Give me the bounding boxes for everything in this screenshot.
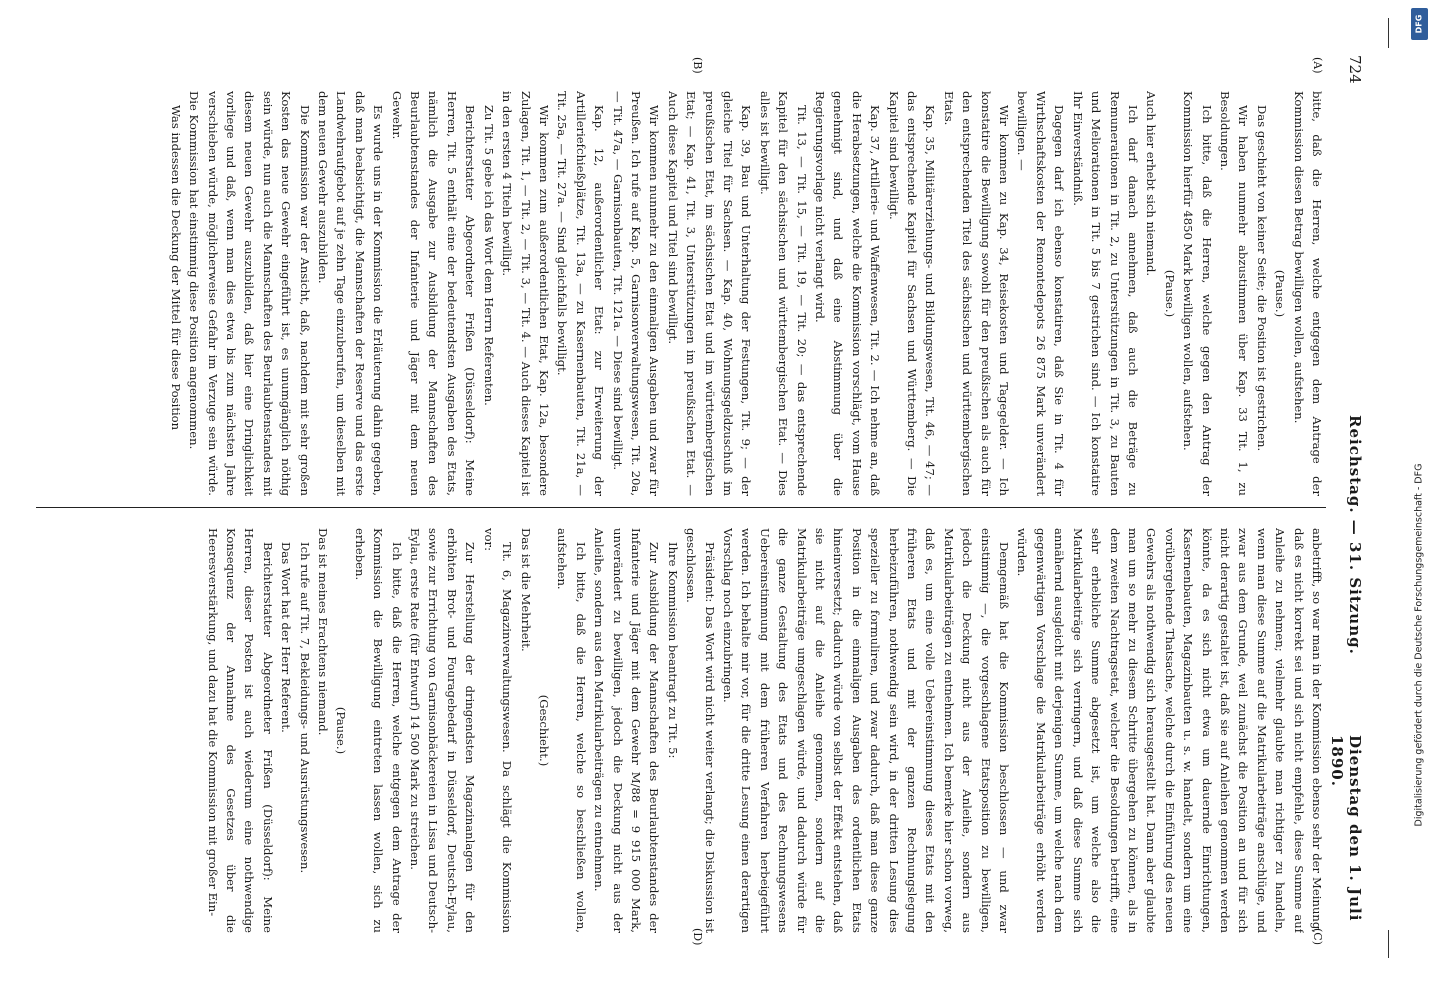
session-date: Dienstag den 1. Juli 1890. [1328, 735, 1364, 922]
left-text-column [36, 91, 1326, 496]
page-header [1328, 55, 1364, 953]
paragraph: Kap. 37, Artillerie- und Waffenwesen, Tit. 2. — Ich nehme an, daß die Herabsetzungen, welche die Kommission vorschlägt, vom Hause genehmigt sind, und daß eine Abstimmung über die Regierungsvorlage nicht verlangt wird. [813, 91, 883, 496]
paragraph: Das ist meines Erachtens niemand. [316, 528, 331, 736]
margin-marker-d: (D) [691, 928, 704, 946]
paragraph: Berichterstatter Abgeordneter Frißen (Düsseldorf): Meine Herren, dieser Posten ist auch wiederum eine nothwendige Konsequenz der Annahme des Gesetzes über die Heeresverstärkung, und dazu hat die Kommission mit großer Ein- [205, 528, 275, 933]
paragraph: anbetrifft, so war man in der Kommission ebenso sehr der Meinung, daß es nicht korrekt sei und sich nicht empfehle, diese Summe auf Anleihe zu nehmen; vielmehr glaubte man richtiger zu handeln, wenn man diese Summe auf die Matrikularbeiträge anschlüge, und zwar aus dem Grunde, weil zunächst die Position an und für sich nicht derartig gestaltet ist, daß sie auf Anleihen genommen werden könnte, da es sich nicht etwa um dauernde Einrichtungen, Kasernenbauten, Magazinbauten u. s. w. handelt, sondern um eine vorübergehende Thatsache, welche durch die Einführung des neuen Gewehrs als nothwendig sich herausgestellt hat. Dann aber glaubte man um so mehr zu diesem Schritte übergehen zu können, als in dem zweiten Nachtragsetat, welcher die Besoldungen betrifft, eine sehr erhebliche Summe abgesetzt ist, um welche also die Matrikularbeiträge sich verringern, und daß diese Summe sich annähernd ausgleicht mit derjenigen Summe, um welche nach dem gegenwärtigen Vorschlage die Matrikularbeiträge erhöht werden würden. [1015, 528, 1324, 933]
session-title: Reichstag. — 31. Sitzung. [1346, 415, 1364, 655]
paragraph: Kap. 35, Militärerziehungs- und Bildungswesen, Tit. 46, — 47; — das entsprechende Kapitel für Sachsen und Württemberg. — Die Kapitel sind bewilligt. [886, 91, 938, 496]
paragraph: Kap. 12, außerordentlicher Etat: zur Erweiterung der Artilleriefchießplätze, Tit. 13a, — zu Kasernenbauten, Tit. 21a, — Tit. 25a, — Tit. 27a. — Sind gleichfalls bewilligt. [555, 91, 607, 496]
paragraph: Wir kommen zum außerordentlichen Etat, Kap. 12a, besondere Zulagen, Tit. 1, — Tit. 2, — Tit. 3, — Tit. 4. — Auch dieses Kapitel ist in den ersten 4 Titeln bewilligt. [500, 91, 551, 496]
dfg-logo [1411, 8, 1428, 40]
paragraph: Wir kommen nunmehr zu den einmaligen Ausgaben und zwar für Preußen. Ich rufe auf Kap. 5, Garnisonverwaltungswesen, Tit. 20a, — Tit. 47a, — Garnisonbauten, Tit. 121a. — Diese sind bewilligt. [610, 91, 662, 496]
column-divider [36, 507, 1326, 508]
document-page [16, 5, 1416, 995]
paragraph: Demgemäß hat die Kommission beschlossen — und zwar einstimmig —, die vorgeschlagene Etatsposition zu bewilligen, jedoch die Deckung nicht aus der Anleihe, sondern aus Matrikularbeiträgen zu entnehmen. Ich bemerke hier schon vorweg, daß es, um eine volle Uebereinstimmung dieses Etats mit den früheren Etats und mit der ganzen Rechnungslegung herbeizuführen, nothwendig sein wird, in der dritten Lesung dies spezieller zu formuliren, und zwar dadurch, daß man diese ganze Position in die einmaligen Ausgaben des ordentlichen Etats hineinversetzt; dadurch würde von selbst der Effekt entstehen, daß sie nicht auf die Anleihe genommen, sondern auf die Matrikularbeiträge umgeschlagen würde, und dadurch würde für die ganze Gestaltung des Etats und des Rechnungswesens Uebereinstimmung mit dem früheren Verfahren herbeigeführt werden. Ich behalte mir vor, für die dritte Lesung einen derartigen Vorschlag noch einzubringen. [721, 528, 1012, 933]
paragraph: Die Kommission war der Ansicht, daß, nachdem mit sehr großen Kosten das neue Gewehr eingeführt ist, es unumgänglich nöthig sein würde, nun auch die Mannschaften des Beurlaubtenstandes mit diesem neuen Gewehr auszubilden, daß hier eine Dringlichkeit vorliege und daß, wenn man dies etwa bis zum nächsten Jahre verschieben würde, möglicherweise Gefahr im Verzuge sein würde. Die Kommission hat einstimmig diese Position angenommen. [187, 91, 312, 496]
margin-marker-b: (B) [691, 57, 704, 74]
page-number: 724 [1346, 55, 1364, 84]
edge-mark-bottom [1388, 930, 1389, 958]
paragraph: (Geschieht.) [536, 694, 551, 767]
paragraph: Berichterstatter Abgeordneter Frißen (Düsseldorf): Meine Herren, Tit. 5 enthält eine der bedeutendsten Ausgaben des Etats, nämlich die Ausgabe zur Ausbildung der Mannschaften des Beurlaubtenstandes der Infanterie und Jäger mit dem neuen Gewehr. [389, 91, 478, 496]
paragraph: Ich bitte, daß die Herren, welche so beschließen wollen, aufstehen. [555, 528, 588, 933]
paragraph: (Pause.) [1273, 269, 1288, 318]
margin-marker-a: (A) [1311, 57, 1324, 74]
paragraph: Wir kommen zu Kap. 34, Reisekosten und Tagegelder. — Ich konstatire die Bewilligung sowohl für den preußischen als auch für den entsprechenden Titel des sächsischen und württembergischen Etats. [941, 91, 1012, 496]
paragraph: (Pause.) [1162, 269, 1177, 318]
right-text-column [36, 528, 1326, 933]
paragraph: Zur Herstellung der dringendsten Magazinanlagen für den erhöhten Brot- und Fouragebedarf in Düsseldorf, Deutsch-Eylau, sowie zur Errichtung von Garnisonbäckereien in Lissa und Deutsch-Eylau, erste Rate (für Entwurf) 14 500 Mark zu streichen. [408, 528, 478, 933]
paragraph: Kap. 39, Bau und Unterhaltung der Festungen, Tit. 9; — der gleiche Titel für Sachsen. — Kap. 40, Wohnungsgeldzuschuß im preußischen Etat, im sächsischen Etat und im württembergischen Etat; — Kap. 41, Tit. 3, Unterstützungen im preußischen Etat. — Auch diese Kapitel und Titel sind bewilligt. [665, 91, 754, 496]
paragraph: Tit. 6, Magazinverwaltungswesen. Da schlägt die Kommission vor: [481, 528, 515, 933]
paragraph: Ich bitte, daß die Herren, welche entgegen dem Antrage der Kommission die Bewilligung eintreten lassen wollen, sich zu erheben. [352, 528, 404, 933]
dfg-logo-text: DFG [1414, 14, 1424, 34]
paragraph: Zu Tit. 5 gebe ich das Wort dem Herrn Referenten. [481, 105, 496, 406]
paragraph: Es wurde uns in der Kommission die Erläuterung dahin gegeben, daß man beabsichtigt, die Mannschaften der Reserve und das erste Landwehraufgebot auf je zehn Tage einzuberufen, um dieselben mit dem neuen Gewehr auszubilden. [316, 91, 386, 496]
paragraph: Ich rufe auf Tit. 7, Bekleidungs- und Ausrüstungswesen. [297, 542, 312, 874]
paragraph: Ich bitte, daß die Herren, welche gegen den Antrag der Kommission hierfür 4850 Mark bewilligen wollen, aufstehen. [1181, 91, 1214, 496]
digitization-note [1412, 300, 1426, 990]
paragraph: bitte, daß die Herren, welche entgegen dem Antrage der Kommission diesen Betrag bewilligen wollen, aufstehen. [1291, 91, 1324, 496]
edge-mark-top [1388, 18, 1389, 48]
paragraph: Das ist die Mehrheit. [518, 528, 533, 652]
paragraph: Ich darf danach annehmen, daß auch die Beträge zu Remunerationen in Tit. 2, zu Unterstützungen in Tit. 3, zu Bauten und Meliorationen in Tit. 5 bis 7 gestrichen sind. — Ich konstatire Ihr Einverständniß. [1070, 91, 1140, 496]
paragraph: Präsident: Das Wort wird nicht weiter verlangt; die Diskussion ist geschlossen. [684, 528, 717, 933]
paragraph: Das Wort hat der Herr Referent. [279, 542, 294, 733]
paragraph: Das geschieht von keiner Seite; die Position ist gestrichen. [1254, 105, 1269, 452]
paragraph: (Pause.) [334, 706, 349, 755]
margin-marker-c: (C) [1311, 928, 1324, 945]
paragraph: Ihre Kommission beantragt zu Tit. 5: [665, 542, 680, 759]
paragraph: Dagegen darf ich ebenso konstatiren, daß Sie in Tit. 4 für Wirthschaftskosten der Remontedepots 26 875 Mark unverändert bewilligen. — [1015, 91, 1067, 496]
paragraph: Tit. 13, — Tit. 15, — Tit. 19, — Tit. 20; — das entsprechende Kapitel für den sächsischen und württembergischen Etat. — Dies alles ist bewilligt. [757, 91, 809, 496]
paragraph: Zur Ausbildung der Mannschaften des Beurlaubtenstandes der Infanterie und Jäger mit dem Gewehr M/88 = 9 915 000 Mark, unverändert zu bewilligen, jedoch die Deckung nicht aus der Anleihe, sondern aus den Matrikularbeiträgen zu entnehmen. [592, 528, 662, 933]
digitization-note-text: Digitalisierung gefördert durch die Deutsche Forschungsgemeinschaft - DFG [1413, 463, 1425, 827]
paragraph: Wir haben nunmehr abzustimmen über Kap. 33 Tit. 1, zu Besoldungen. [1217, 91, 1251, 496]
paragraph: Auch hier erhebt sich niemand. [1144, 91, 1159, 277]
paragraph: Was indessen die Deckung der Mittel für diese Position [168, 105, 183, 431]
